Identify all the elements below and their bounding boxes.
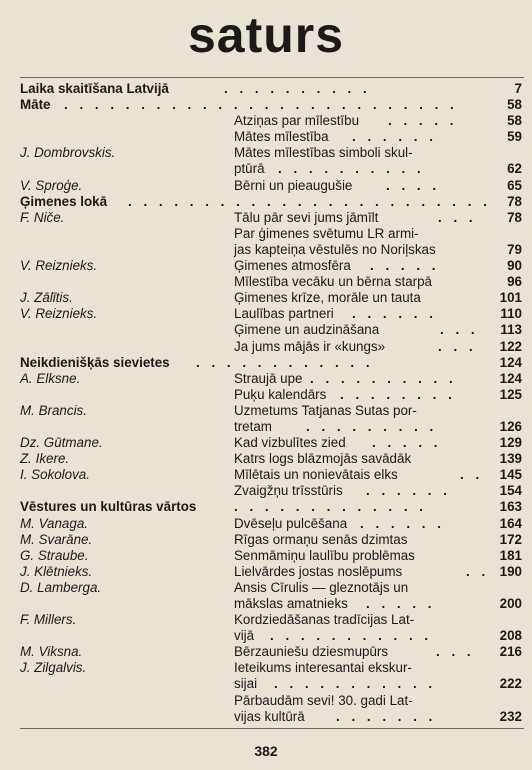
page-ref: 129 — [499, 435, 522, 451]
article-title: Mātes mīlestība — [234, 129, 329, 145]
toc-row — [20, 210, 524, 226]
toc-row — [20, 612, 524, 628]
article-title: Puķu kalendārs — [234, 386, 327, 402]
author-name: M. Vanaga. — [20, 515, 88, 531]
article-title: Laulības partneri — [234, 306, 334, 322]
toc-row — [20, 274, 524, 290]
dot-leader: . . — [460, 467, 484, 483]
toc-row — [20, 483, 524, 499]
toc-row — [20, 194, 524, 210]
page-ref: 125 — [499, 386, 522, 402]
toc-row — [20, 419, 524, 435]
section-heading: Neikdienišķās sievietes — [20, 354, 170, 370]
dot-leader: . . . . . . — [366, 483, 451, 499]
toc-row — [20, 258, 524, 274]
article-title: Mīlētais un nonievātais elks — [234, 467, 398, 483]
toc-row — [20, 290, 524, 306]
toc-row — [20, 113, 524, 129]
article-title: Katrs logs blāzmojās savādāk — [234, 451, 412, 467]
page-ref: 181 — [499, 547, 522, 563]
page-ref: 58 — [507, 113, 522, 129]
page-ref: 139 — [499, 451, 522, 467]
dot-leader: . . . — [440, 322, 479, 338]
toc-row — [20, 145, 524, 161]
page-ref: 154 — [499, 483, 522, 499]
article-title: Ja jums mājās ir «kungs» — [234, 338, 386, 354]
toc-row — [20, 97, 524, 113]
article-title: vijā — [234, 628, 255, 644]
author-name: D. Lamberga. — [20, 579, 102, 595]
author-name: J. Zālītis. — [20, 290, 73, 306]
page-ref: 232 — [499, 708, 522, 724]
author-name: Dz. Gūtmane. — [20, 435, 103, 451]
page-ref: 124 — [499, 354, 522, 370]
toc-row — [20, 548, 524, 564]
author-name: V. Reiznieks. — [20, 258, 98, 274]
page-ref: 62 — [507, 161, 522, 177]
article-title: Ansis Cīrulis — gleznotājs un — [234, 579, 409, 595]
author-name: G. Straube. — [20, 547, 89, 563]
dot-leader: . . . . . — [366, 596, 436, 611]
dot-leader: . . . — [438, 209, 477, 225]
toc-row — [20, 322, 524, 338]
page-ref: 208 — [499, 628, 522, 644]
dot-leader: . . . . . . . . . . . . . . . . . . . . . . . . . . — [64, 97, 458, 113]
toc-row — [20, 242, 524, 258]
article-title: vijas kultūrā — [234, 708, 305, 724]
page-ref: 96 — [507, 274, 522, 290]
dot-leader: . . . . . . . . . . . . . . . . . . . . . . . . — [128, 193, 491, 209]
dot-leader: . . . . . . . . . . — [310, 370, 457, 386]
toc-row — [20, 516, 524, 532]
article-title: jas kapteiņa vēstulēs no Noriļskas — [234, 241, 436, 257]
article-title: Zvaigžņu trīsstūris — [234, 483, 343, 499]
page-ref: 172 — [499, 531, 522, 547]
page-ref: 78 — [507, 209, 522, 225]
author-name: F. Millers. — [20, 612, 77, 628]
page-ref: 113 — [500, 322, 522, 338]
dot-leader: . . . . . . . . . . — [278, 161, 425, 177]
article-title: sijai — [234, 676, 258, 692]
author-name: M. Brancis. — [20, 402, 87, 418]
author-name: J. Klētnieks. — [20, 563, 93, 579]
toc-row — [20, 628, 524, 644]
article-title: Dvēseļu pulcēšana — [234, 515, 348, 531]
dot-leader: . . . . . — [372, 435, 442, 451]
toc-row — [20, 226, 524, 242]
dot-leader: . . . . . . . . . . . . — [196, 354, 374, 370]
toc-row — [20, 178, 524, 194]
dot-leader: . . . . . . — [352, 129, 437, 145]
toc-row — [20, 355, 524, 371]
dot-leader: . . . . — [386, 177, 441, 193]
toc-row — [20, 161, 524, 177]
page-ref: 164 — [499, 515, 522, 531]
toc-row — [20, 435, 524, 451]
toc-row — [20, 499, 524, 515]
page-ref: 126 — [499, 418, 522, 434]
dot-leader: . . . . . — [388, 113, 458, 129]
page-ref: 59 — [507, 129, 522, 145]
toc-row — [20, 693, 524, 709]
dot-leader: . . . . . — [370, 258, 440, 274]
dot-leader: . . . — [438, 338, 477, 354]
article-title: Par ģimenes svētumu LR armi- — [234, 225, 419, 241]
dot-leader: . . . . . . — [360, 515, 445, 531]
article-title: Kad vizbulītes zied — [234, 435, 346, 451]
toc-row — [20, 403, 524, 419]
page-ref: 124 — [499, 370, 522, 386]
author-name: J. Dombrovskis. — [20, 145, 116, 161]
dot-leader: . . . . . . . — [336, 708, 437, 724]
page-ref: 200 — [499, 596, 522, 611]
article-title: mākslas amatnieks — [234, 596, 348, 611]
table-of-contents — [20, 81, 524, 725]
page-ref: 58 — [507, 97, 522, 113]
toc-row — [20, 306, 524, 322]
toc-row — [20, 81, 524, 97]
author-name: Z. Ikere. — [20, 451, 70, 467]
toc-row — [20, 596, 524, 612]
article-title: Uzmetums Tatjanas Sutas por- — [234, 402, 417, 418]
author-name: V. Sproģe. — [20, 177, 83, 193]
toc-row — [20, 580, 524, 596]
dot-leader: . . . . . . . . . — [306, 418, 438, 434]
section-heading: Māte — [20, 97, 51, 113]
article-title: Rīgas ormaņu senās dzimtas — [234, 531, 408, 547]
article-title: ptūrā — [234, 161, 265, 177]
author-name: V. Reiznieks. — [20, 306, 98, 322]
dot-leader: . . . . . . . . . . . — [270, 628, 433, 644]
page-ref: 90 — [507, 258, 522, 274]
article-title: Kordziedāšanas tradīcijas Lat- — [234, 612, 415, 628]
dot-leader: . . . . . . . . . . . — [274, 676, 437, 692]
author-name: J. Zilgalvis. — [20, 660, 87, 676]
page-ref: 222 — [499, 676, 522, 692]
page-ref: 145 — [499, 467, 522, 483]
article-title: Ģimene un audzināšana — [234, 322, 380, 338]
article-title: Mīlestība vecāku un bērna starpā — [234, 274, 432, 290]
page-ref: 216 — [499, 644, 522, 660]
page-ref: 78 — [507, 193, 522, 209]
article-title: Mātes mīlestības simboli skul- — [234, 145, 413, 161]
article-title: Bērni un pieaugušie — [234, 177, 353, 193]
bottom-divider — [20, 728, 524, 729]
toc-row — [20, 564, 524, 580]
toc-row — [20, 129, 524, 145]
article-title: Ģimenes atmosfēra — [234, 258, 351, 274]
article-title: Tālu pār sevi jums jāmīlt — [234, 209, 379, 225]
page-ref: 65 — [507, 177, 522, 193]
page-ref: 7 — [514, 81, 522, 96]
page-ref: 110 — [500, 306, 522, 322]
article-title: Bērzauniešu dziesmupūrs — [234, 644, 389, 660]
toc-row — [20, 339, 524, 355]
author-name: I. Sokolova. — [20, 467, 90, 483]
section-heading: Ģimenes lokā — [20, 193, 108, 209]
toc-row — [20, 467, 524, 483]
article-title: Senmāmiņu laulību problēmas — [234, 547, 415, 563]
page-ref: 190 — [499, 563, 522, 579]
article-title: Ģimenes krīze, morāle un tauta — [234, 290, 421, 306]
toc-row — [20, 387, 524, 403]
section-heading: Vēstures un kultūras vārtos — [20, 499, 197, 515]
toc-row — [20, 451, 524, 467]
author-name: M. Viksna. — [20, 644, 83, 660]
toc-row — [20, 371, 524, 387]
page-ref: 79 — [507, 241, 522, 257]
article-title: Pārbaudām sevi! 30. gadi Lat- — [234, 692, 413, 708]
page-ref: 101 — [499, 290, 522, 306]
dot-leader: . . . . . . — [352, 306, 437, 322]
article-title: Lielvārdes jostas noslēpums — [234, 563, 403, 579]
section-heading: Laika skaitīšana Latvijā — [20, 81, 169, 96]
dot-leader: . . . . . . . . — [340, 386, 456, 402]
dot-leader: . . . — [436, 644, 475, 660]
article-title: Atziņas par mīlestību — [234, 113, 360, 129]
toc-row — [20, 532, 524, 548]
author-name: M. Svarāne. — [20, 531, 93, 547]
page-number: 382 — [254, 743, 278, 759]
article-title: tretam — [234, 418, 272, 434]
page-ref: 163 — [499, 499, 522, 515]
toc-row — [20, 660, 524, 676]
dot-leader: . . . . . . . . . . . . . — [234, 499, 428, 515]
top-divider — [20, 77, 524, 78]
page-title: saturs — [187, 7, 345, 63]
dot-leader: . . . . . . . . . . — [224, 81, 371, 96]
author-name: A. Elksne. — [20, 370, 81, 386]
toc-row — [20, 644, 524, 660]
author-name: F. Niče. — [20, 209, 65, 225]
article-title: Straujā upe — [234, 370, 303, 386]
toc-row — [20, 709, 524, 725]
toc-row — [20, 676, 524, 692]
page-ref: 122 — [499, 338, 522, 354]
article-title: Ieteikums interesantai ekskur- — [234, 660, 412, 676]
dot-leader: . . — [466, 563, 490, 579]
